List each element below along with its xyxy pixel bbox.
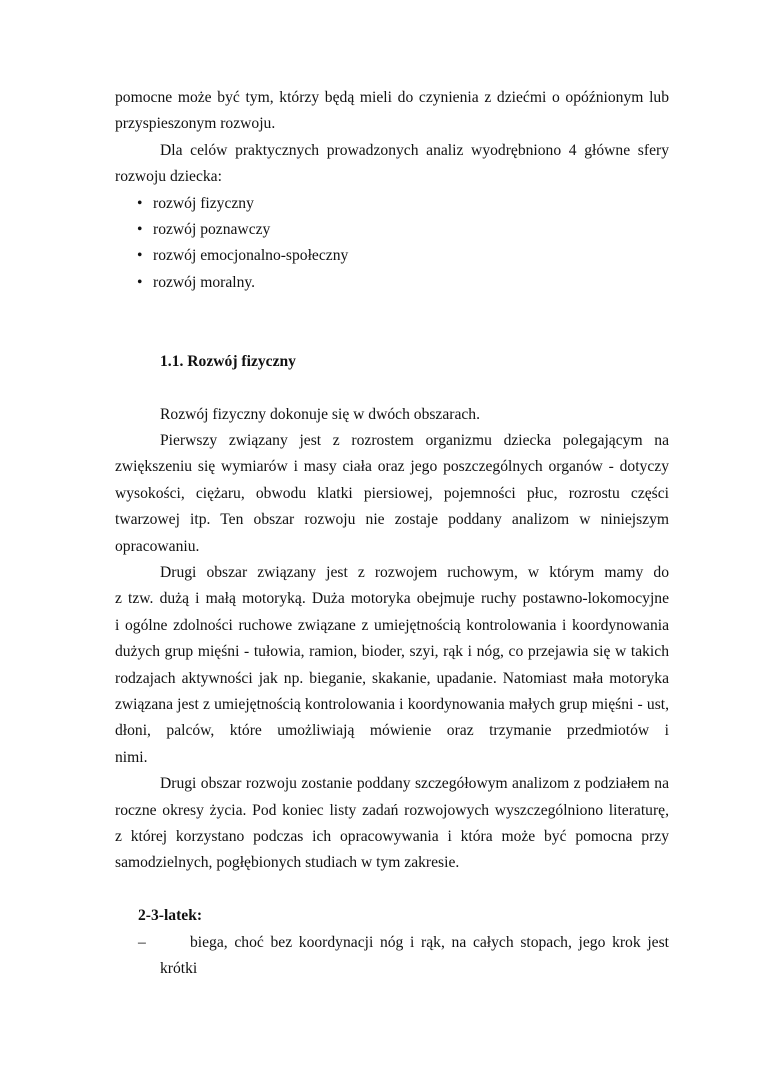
paragraph-line: z tzw. dużą i małą motoryką. Duża motoryka obejmuje ruchy postawno-lokomocyjne — [115, 590, 669, 608]
paragraph-line: z której korzystano podczas ich opracowywania i która może być pomocna przy — [115, 827, 669, 845]
paragraph-line: twarzowej itp. Ten obszar rozwoju nie zostaje poddany analizom w niniejszym — [115, 511, 669, 529]
paragraph-line: dużych grup mięśni - tułowia, ramion, bioder, szyi, rąk i nóg, co przejawia się w takich — [115, 643, 669, 661]
paragraph-line: samodzielnych, pogłębionych studiach w tym zakresie. — [115, 854, 460, 872]
bullet-icon: • — [137, 194, 143, 212]
bullet-icon: • — [137, 220, 143, 238]
paragraph-line: zwiększeniu się wymiarów i masy ciała oraz jego poszczególnych organów - dotyczy — [115, 458, 669, 476]
paragraph-line: związana jest z umiejętnością kontrolowania i koordynowania małych grup mięśni - ust, — [115, 695, 669, 713]
list-item-text: rozwój emocjonalno-społeczny — [153, 247, 349, 265]
list-item-text: rozwój moralny. — [153, 273, 256, 291]
list-item-text: biega, choć bez koordynacji nóg i rąk, na całych stopach, jego krok jest — [190, 933, 669, 951]
paragraph-line: rozwoju dziecka: — [115, 168, 222, 186]
paragraph-line: Drugi obszar związany jest z rozwojem ruchowym, w którym mamy do — [160, 564, 669, 582]
list-item — [115, 217, 669, 243]
paragraph-line: Rozwój fizyczny dokonuje się w dwóch obszarach. — [160, 405, 481, 423]
paragraph-line: dłoni, palców, które umożliwiają mówienie oraz trzymanie przedmiotów i — [115, 722, 669, 740]
paragraph-line: opracowaniu. — [115, 537, 200, 555]
paragraph-line: roczne okresy życia. Pod koniec listy zadań rozwojowych wyszczególniono literaturę, — [115, 801, 669, 819]
paragraph-line: wysokości, ciężaru, obwodu klatki piersiowej, pojemności płuc, rozrostu części — [115, 484, 669, 502]
document-page — [115, 85, 669, 982]
dash-icon: – — [138, 933, 146, 951]
dash-list-item — [115, 930, 669, 956]
age-group-heading: 2-3-latek: — [138, 907, 203, 925]
list-item — [115, 243, 669, 269]
paragraph-line: Dla celów praktycznych prowadzonych analiz wyodrębniono 4 główne sfery — [160, 141, 669, 159]
list-item — [115, 191, 669, 217]
paragraph-line: Pierwszy związany jest z rozrostem organizmu dziecka polegającym na — [160, 432, 669, 450]
list-item-text: rozwój poznawczy — [153, 220, 271, 238]
paragraph-line: przyspieszonym rozwoju. — [115, 115, 276, 133]
list-item — [115, 270, 669, 296]
bullet-icon: • — [137, 247, 143, 265]
paragraph-line: Drugi obszar rozwoju zostanie poddany szczegółowym analizom z podziałem na — [160, 775, 669, 793]
paragraph-line: i ogólne zdolności ruchowe związane z umiejętnością kontrolowania i koordynowania — [115, 616, 669, 634]
bullet-icon: • — [137, 273, 143, 291]
list-item-text: rozwój fizyczny — [153, 194, 254, 212]
section-heading: 1.1. Rozwój fizyczny — [160, 352, 296, 370]
paragraph-line: pomocne może być tym, którzy będą mieli do czynienia z dziećmi o opóźnionym lub — [115, 89, 669, 106]
list-item-continuation: krótki — [160, 959, 198, 977]
paragraph-line: rodzajach aktywności jak np. bieganie, skakanie, upadanie. Natomiast mała motoryka — [115, 669, 669, 687]
paragraph-line: nimi. — [115, 748, 148, 766]
